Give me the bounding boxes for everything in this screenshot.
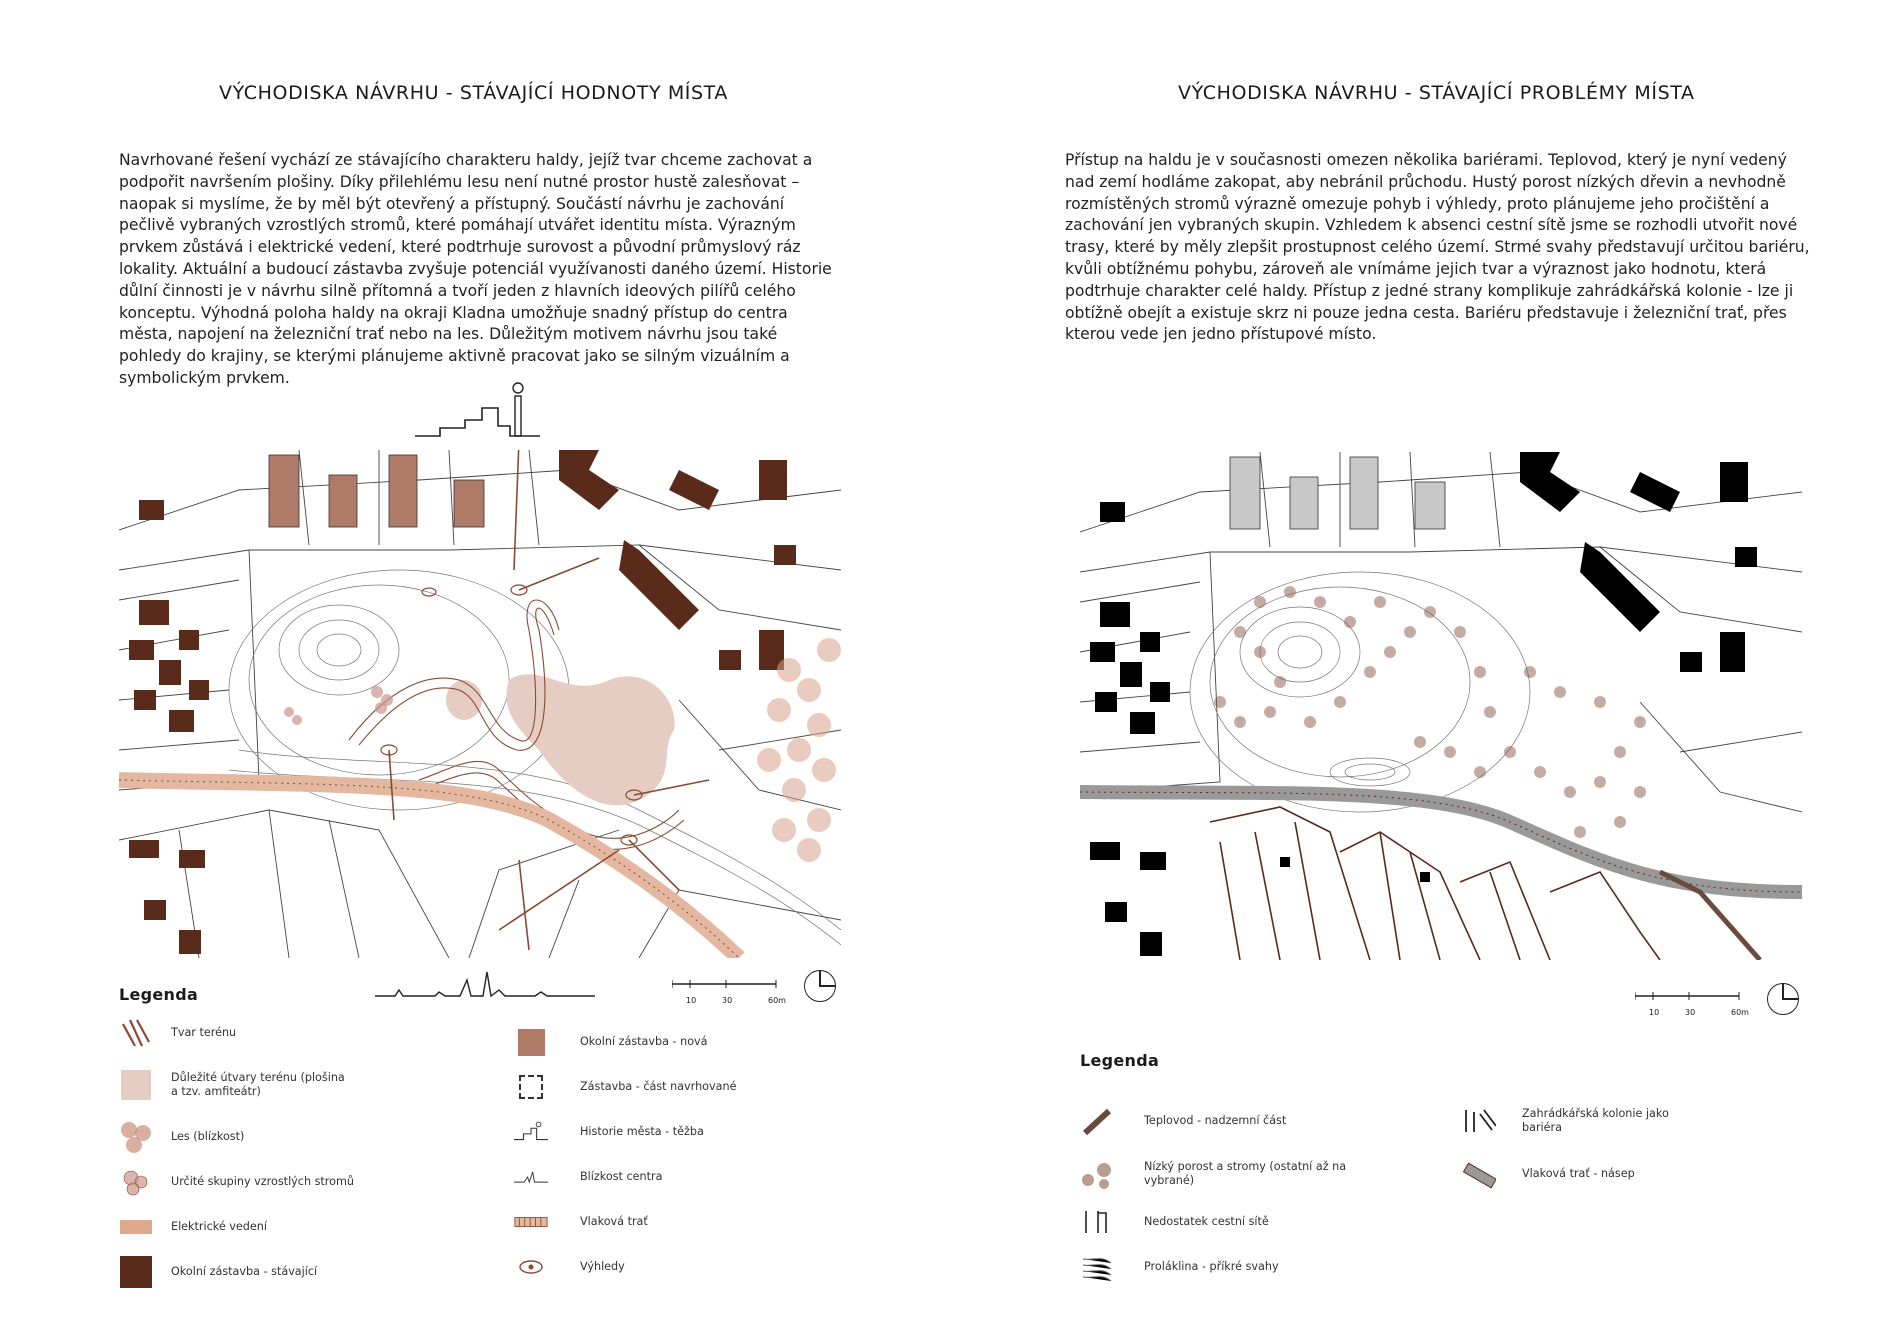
railway-icon	[514, 1205, 548, 1239]
scale-label-30: 30	[722, 996, 733, 1005]
legend-item: Okolní zástavba - stávající	[119, 1255, 317, 1289]
legend-item: Elektrické vedení	[119, 1210, 267, 1244]
steep-slope-icon	[1080, 1250, 1114, 1284]
forest-dots-icon	[119, 1120, 153, 1154]
rail-embankment-icon	[1462, 1157, 1496, 1191]
left-scale-bar	[672, 978, 786, 1012]
legend-item: Teplovod - nadzemní část	[1080, 1104, 1286, 1138]
legend-item: Vlaková trať - násep	[1462, 1157, 1635, 1191]
legend-item: Okolní zástavba - nová	[514, 1025, 708, 1059]
left-north-arrow-icon	[804, 970, 836, 1002]
new-building-swatch-icon	[514, 1025, 548, 1059]
legend-item: Proláklina - příkré svahy	[1080, 1250, 1279, 1284]
legend-item: Vlaková trať	[514, 1205, 648, 1239]
left-map-svg	[119, 450, 841, 958]
legend-item: Určité skupiny vzrostlých stromů	[119, 1165, 354, 1199]
mining-history-icon	[514, 1115, 548, 1149]
right-scale-bar	[1635, 990, 1749, 1024]
right-legend-title: Legenda	[1080, 1051, 1160, 1070]
eye-view-icon	[514, 1250, 548, 1284]
legend-item: Tvar terénu	[119, 1016, 236, 1050]
scale-label-30: 30	[1685, 1008, 1696, 1017]
legend-item: Nedostatek cestní sítě	[1080, 1205, 1269, 1239]
right-north-arrow-icon	[1767, 983, 1799, 1015]
legend-item: Blízkost centra	[514, 1160, 662, 1194]
legend-item: Zástavba - část navrhované	[514, 1070, 736, 1104]
dashed-square-icon	[514, 1070, 548, 1104]
mining-tower-sketch	[410, 378, 550, 440]
right-title: VÝCHODISKA NÁVRHU - STÁVAJÍCÍ PROBLÉMY MÍSTA	[1178, 82, 1695, 104]
right-paragraph: Přístup na haldu je v současnosti omezen několika bariérami. Teplovod, který je nyní vedený nad zemí hodláme zakopat, aby nebránil průchodu. Hustý porost nízkých dřevin a nevhodně rozmístěných stromů výrazně omezuje pohyb i výhledy, proto plánujeme jeho pročištění a zachování jen vybraných skupin. Vzhledem k absenci cestní sítě jsme se rozhodli utvořit nové trasy, které by měly zlepšit prostupnost celého území. Strmé svahy představují určitou bariéru, kvůli obtížnému pohybu, zároveň ale vnímáme jejich tvar a výraznost jako hodnotu, která podtrhuje charakter celé haldy. Přístup z jedné strany komplikuje zahrádkářská kolonie - lze ji obtížně obejít a existuje skrz ni pouze jedna cesta. Bariéru představuje i železniční trať, přes kterou vede jen jedno přístupové místo.	[1065, 151, 1810, 344]
centre-skyline-sketch	[375, 968, 595, 1002]
scale-label-10: 10	[686, 996, 697, 1005]
right-map-svg	[1080, 452, 1802, 960]
scale-label-10: 10	[1649, 1008, 1660, 1017]
path-gap-icon	[1080, 1205, 1114, 1239]
legend-item: Důležité útvary terénu (plošina a tzv. amfiteátr)	[119, 1068, 351, 1102]
low-vegetation-icon	[1080, 1157, 1114, 1191]
left-site-plan	[119, 450, 841, 958]
scale-label-60m: 60m	[768, 996, 786, 1005]
skyline-icon	[514, 1160, 548, 1194]
left-paragraph: Navrhované řešení vychází ze stávajícího charakteru haldy, jejíž tvar chceme zachovat a podpořit navršením plošiny. Díky přilehlému lesu není nutné prostor hustě zalesňovat – naopak si myslíme, že by měl být otevřený a přístupný. Součástí návrhu je zachování pečlivě vybraných vzrostlých stromů, které pomáhají utvářet identitu místa. Výrazným prvkem zůstává i elektrické vedení, které podtrhuje surovost a původní průmyslový ráz lokality. Aktuální a budoucí zástavba zvyšuje potenciál využívanosti daného území. Historie důlní činnosti je v návrhu silně přítomná a tvoří jeden z hlavních ideových pilířů celého konceptu. Výhodná poloha haldy na okraji Kladna umožňuje snadný přístup do centra města, napojení na železniční trať nebo na les. Důležitým motivem návrhu jsou také pohledy do krajiny, se kterými plánujeme aktivně pracovat jako se silným vizuálním a symbolickým prvkem.	[119, 151, 832, 387]
legend-item: Historie města - těžba	[514, 1115, 704, 1149]
scale-label-60m: 60m	[1731, 1008, 1749, 1017]
left-title: VÝCHODISKA NÁVRHU - STÁVAJÍCÍ HODNOTY MÍSTA	[219, 82, 729, 104]
legend-item: Nízký porost a stromy (ostatní až na vybrané)	[1080, 1157, 1359, 1191]
heat-pipe-icon	[1080, 1104, 1114, 1138]
garden-colony-icon	[1462, 1104, 1496, 1138]
left-legend-title: Legenda	[119, 985, 199, 1004]
power-line-icon	[119, 1210, 153, 1244]
legend-item: Zahrádkářská kolonie jako bariéra	[1462, 1104, 1672, 1138]
tree-group-icon	[119, 1165, 153, 1199]
existing-building-swatch-icon	[119, 1255, 153, 1289]
terrain-hatch-icon	[119, 1016, 153, 1050]
plateau-swatch-icon	[119, 1068, 153, 1102]
right-site-plan	[1080, 452, 1802, 960]
legend-item: Výhledy	[514, 1250, 625, 1284]
legend-item: Les (blízkost)	[119, 1120, 244, 1154]
